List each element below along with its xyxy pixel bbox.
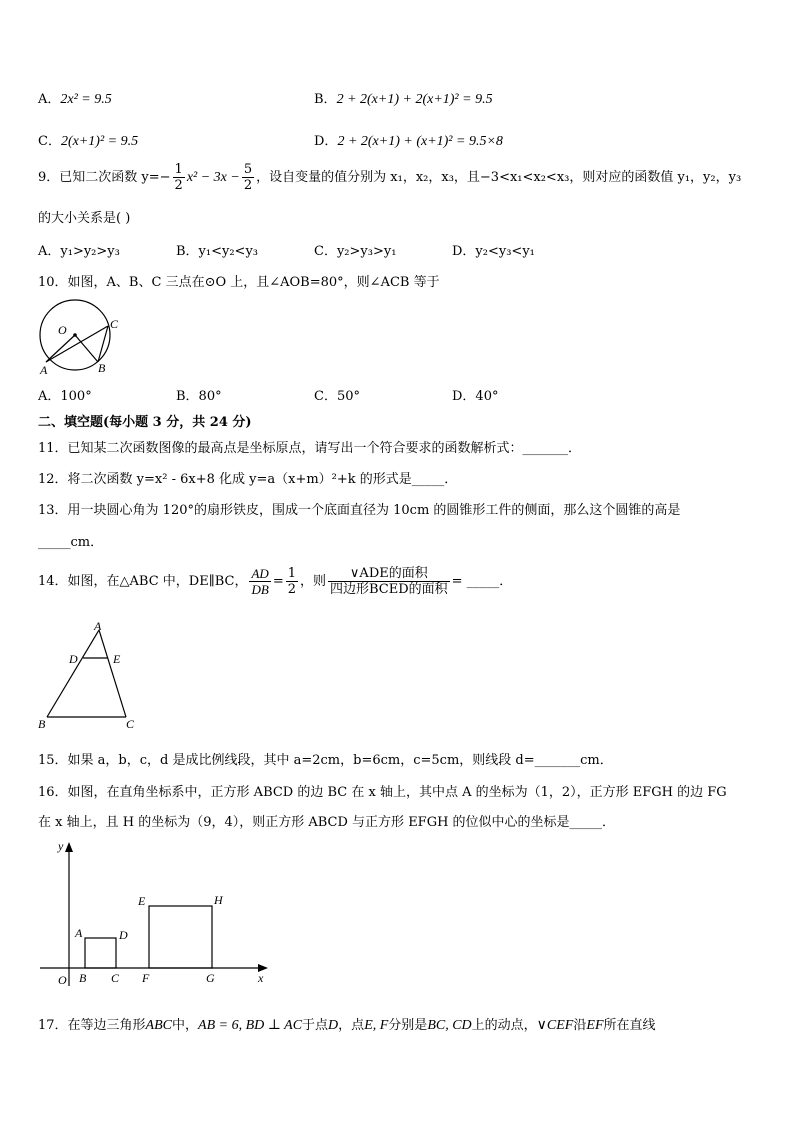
- y-axis-arrow: [65, 842, 73, 852]
- q14-fraction-area-ratio: $\frac{\text{∨ADE的面积}}{\text{四边形BCED的面积}}$: [330, 566, 448, 597]
- q8-option-a-math: 2x² = 9.5: [60, 92, 112, 107]
- q13-stem: 13．用一块圆心角为 120°的扇形铁皮，围成一个底面直径为 10cm 的圆锥形工件的侧面，那么这个圆锥的高是: [38, 503, 681, 518]
- label-x: x: [258, 971, 264, 985]
- q8-option-c-math: 2(x+1)² = 9.5: [60, 134, 139, 149]
- q8-option-b: B．2 + 2(x+1) + 2(x+1)² = 9.5: [314, 92, 493, 107]
- q10-option-a: A．100°: [38, 389, 92, 404]
- side-ac: [99, 630, 126, 717]
- label-b: B: [79, 971, 87, 985]
- label-o: O: [58, 973, 67, 987]
- label-b: B: [98, 361, 106, 375]
- q8-option-c: C．2(x+1)² = 9.5: [38, 134, 139, 149]
- label-o: O: [58, 323, 67, 337]
- label-c: C: [110, 317, 119, 331]
- label-h: H: [214, 893, 223, 907]
- q8-option-a: A．2x² = 9.5: [38, 92, 112, 107]
- square-abcd: [85, 938, 116, 968]
- q9-option-c: C．y₂>y₃>y₁: [314, 244, 397, 259]
- q17-stem: 17．在等边三角形ABC中，AB = 6, BD ⊥ AC于点D，点E, F分别是BC, CD上的动点，∨CEF沿EF所在直线: [38, 1018, 656, 1033]
- q8-option-b-math: 2 + 2(x+1) + 2(x+1)² = 9.5: [336, 92, 493, 107]
- q11-stem: 11．已知某二次函数图像的最高点是坐标原点，请写出一个符合要求的函数解析式：_______．: [38, 441, 582, 456]
- q16-coordinate-figure: [36, 838, 276, 990]
- q10-circle-figure: [34, 298, 134, 380]
- q14-stem: 14．如图，在△ABC 中，DE∥BC， $\frac{AD}{DB}$ = $\frac{1}{2}$ ，则 $\frac{\text{∨ADE的面积}}{\text{四边形BCED的面积}}$ = _____．: [38, 566, 513, 597]
- square-efgh: [149, 906, 212, 968]
- q10-stem: 10．如图，A、B、C 三点在⊙O 上，且∠AOB=80°，则∠ACB 等于: [38, 275, 440, 290]
- center-dot: [73, 333, 77, 337]
- label-g: G: [206, 971, 215, 985]
- q14-fraction-ad-db: $\frac{AD}{DB}$: [251, 566, 269, 597]
- label-c: C: [111, 971, 120, 985]
- segment-oa: [46, 335, 75, 362]
- q9-fraction-half: $\frac{1}{2}$: [174, 162, 183, 193]
- q10-option-b: B．80°: [176, 389, 222, 404]
- q14-triangle-figure: [36, 620, 146, 735]
- label-a: A: [94, 620, 102, 633]
- q13-stem-line2: _____cm．: [38, 535, 104, 550]
- q15-stem: 15．如果 a，b，c，d 是成比例线段，其中 a=2cm，b=6cm，c=5cm，则线段 d=_______cm．: [38, 753, 613, 768]
- label-f: F: [142, 971, 150, 985]
- label-y: y: [58, 839, 64, 853]
- q9-option-d: D．y₂<y₃<y₁: [452, 244, 535, 259]
- label-b: B: [38, 717, 46, 731]
- q12-stem: 12．将二次函数 y=x² - 6x+8 化成 y=a（x+m）²+k 的形式是_____．: [38, 472, 458, 487]
- q9-option-b: B．y₁<y₂<y₃: [176, 244, 259, 259]
- section-heading-fill-blank: 二、填空题(每小题 3 分，共 24 分): [38, 415, 252, 430]
- q9-fraction-five-halves: $\frac{5}{2}$: [243, 162, 253, 193]
- q10-option-d: D．40°: [452, 389, 499, 404]
- q14-fraction-half: $\frac{1}{2}$: [287, 566, 296, 597]
- segment-ac: [46, 326, 108, 362]
- q8-option-d-math: 2 + 2(x+1) + (x+1)² = 9.5×8: [337, 134, 503, 149]
- q9-stem-line2: 的大小关系是( ): [38, 211, 131, 226]
- label-a: A: [75, 926, 83, 940]
- q8-option-d: D．2 + 2(x+1) + (x+1)² = 9.5×8: [314, 134, 503, 149]
- q10-option-c: C．50°: [314, 389, 360, 404]
- label-d: D: [69, 652, 78, 666]
- q16-stem: 16．如图，在直角坐标系中，正方形 ABCD 的边 BC 在 x 轴上，其中点 A 的坐标为（1，2），正方形 EFGH 的边 FG: [38, 785, 727, 800]
- label-a: A: [40, 363, 48, 377]
- label-c: C: [126, 717, 135, 731]
- label-d: D: [119, 928, 128, 942]
- label-e: E: [113, 652, 121, 666]
- label-e: E: [138, 894, 146, 908]
- side-ab: [47, 630, 99, 717]
- q16-stem-line2: 在 x 轴上，且 H 的坐标为（9，4），则正方形 ABCD 与正方形 EFGH 的位似中心的坐标是_____．: [38, 815, 616, 830]
- q9-option-a: A．y₁>y₂>y₃: [38, 244, 120, 259]
- q9-stem: 9．已知二次函数 y=− $\frac{1}{2}$ x² − 3x − $\frac{5}{2}$ ，设自变量的值分别为 x₁，x₂，x₃，且−3<x₁<x₂<x₃，则对应的函数值 y₁，y₂，y₃: [38, 162, 742, 193]
